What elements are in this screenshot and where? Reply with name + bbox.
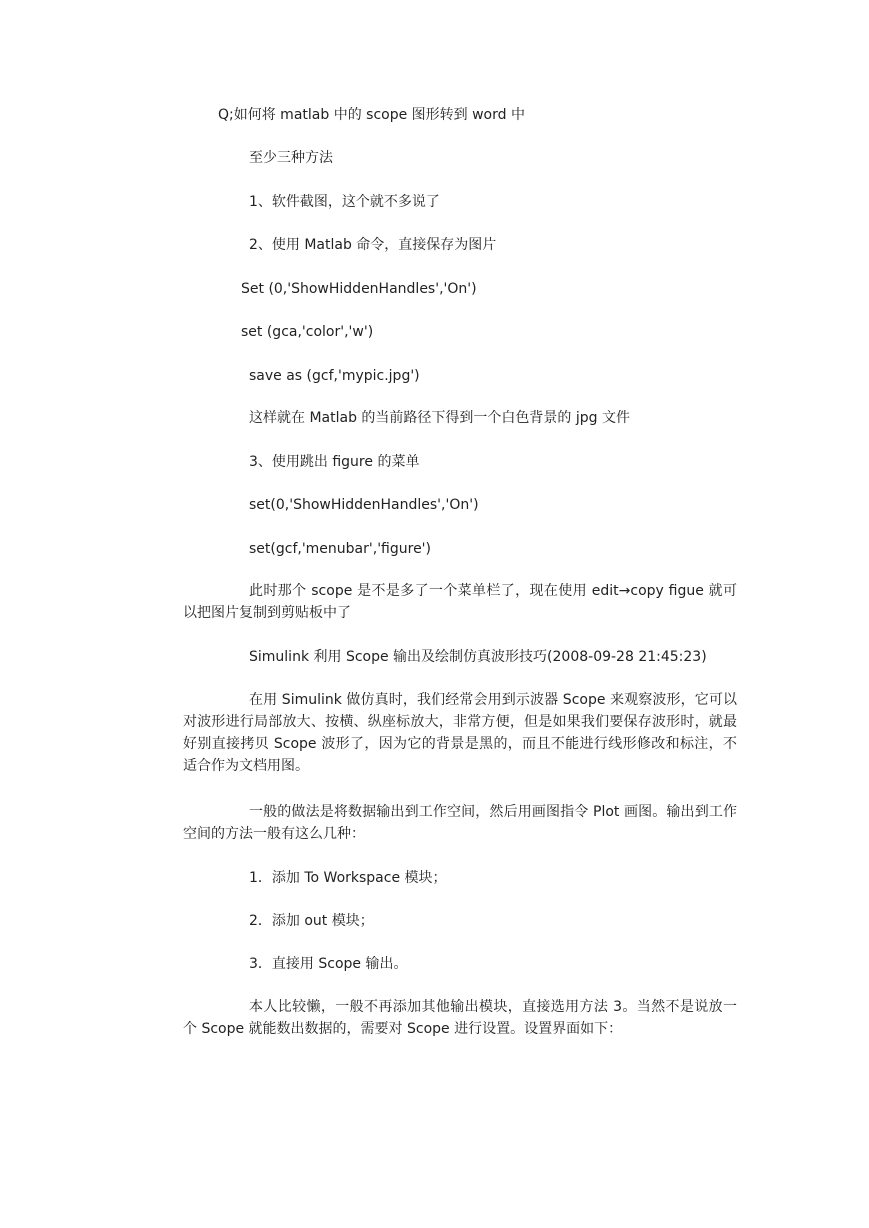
method-3: 3、使用跳出 figure 的菜单 — [249, 454, 420, 470]
paragraph-general-method: 一般的做法是将数据输出到工作空间，然后用画图指令 Plot 画图。输出到工作空间的方法一般有这么几种： — [183, 804, 737, 842]
methods-intro: 至少三种方法 — [249, 150, 333, 166]
paragraph-final: 本人比较懒，一般不再添加其他输出模块，直接选用方法 3。当然不是说放一个 Scope 就能数出数据的，需要对 Scope 进行设置。设置界面如下： — [183, 999, 737, 1037]
article-title: Simulink 利用 Scope 输出及绘制仿真波形技巧(2008-09-28 21:45:23) — [249, 649, 707, 665]
code-line-4: set(0,'ShowHiddenHandles','On') — [249, 497, 479, 513]
method-2: 2、使用 Matlab 命令，直接保存为图片 — [249, 237, 497, 253]
code-line-2: set (gca,'color','w') — [241, 324, 374, 340]
option-2: 2．添加 out 模块； — [249, 913, 374, 929]
method-1: 1、软件截图，这个就不多说了 — [249, 194, 440, 210]
code-line-3: save as (gcf,'mypic.jpg') — [249, 368, 420, 384]
question-line: Q;如何将 matlab 中的 scope 图形转到 word 中 — [218, 107, 525, 123]
paragraph-menubar: 此时那个 scope 是不是多了一个菜单栏了，现在使用 edit→copy figue 就可以把图片复制到剪贴板中了 — [183, 583, 737, 621]
code-line-5: set(gcf,'menubar','figure') — [249, 541, 431, 557]
option-3: 3．直接用 Scope 输出。 — [249, 956, 408, 972]
code-line-1: Set (0,'ShowHiddenHandles','On') — [241, 281, 477, 297]
option-1: 1．添加 To Workspace 模块； — [249, 870, 447, 886]
result-note: 这样就在 Matlab 的当前路径下得到一个白色背景的 jpg 文件 — [249, 410, 630, 426]
paragraph-simulink: 在用 Simulink 做仿真时，我们经常会用到示波器 Scope 来观察波形，它可以对波形进行局部放大、按横、纵座标放大，非常方便，但是如果我们要保存波形时，就最好别直接拷贝 Scope 波形了，因为它的背景是黑的，而且不能进行线形修改和标注，不适合作为文档用图。 — [183, 692, 737, 774]
